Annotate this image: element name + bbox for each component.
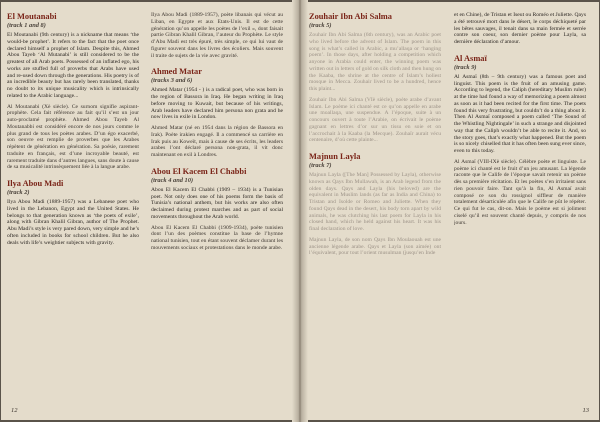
poet-section xyxy=(151,12,283,59)
poet-section xyxy=(309,152,441,257)
poet-name-heading: El Moutanabi xyxy=(7,12,57,21)
poet-section xyxy=(454,54,586,227)
track-reference: (track 7) xyxy=(309,162,332,169)
book-gutter xyxy=(292,0,308,422)
french-paragraph: Al Asmaï (VIII-IXè siècle). Célèbre poète et linguiste. Le poème ici chanté est le fruit d’un jeu amusant. La légende raconte que le Calife de l’époque savait retenir un poème dès sa première récitation. Et les poètes s’en irritaient sans rien pouvoir faire. Tant qu’à la fin, Al Asmaï avait composé ce son du rossignol siffleur de manière totalement désarticulée afin que le Calife ne pût le répéter. Ce qui fut le cas, dit-on. Mais le poème est si joliment ciselé qu’il est souvent chanté depuis, y compris de nos jours. xyxy=(454,158,586,226)
english-paragraph: Majnun Layla ([The Man] Possessed by Layla), otherwise known as Qays Ibn Mullawah, is an Arab legend from the olden days. Qays and Layla (his beloved) are the equivalent in Muslim lands (as far as India and China) to Tristan and Isolde or Romeo and Juliette. When they found Qays dead in the desert, his body torn apart by wild animals, he was clutching his last poem for Layla in his closed hand, which he held against his heart. It was his final declaration of love. xyxy=(309,172,441,232)
poet-section xyxy=(151,167,283,252)
english-paragraph: Ahmed Matar (1954 - ) is a radical poet, who was born in the region of Bassora in Iraq. He began writing in Iraq before moving to Kuwait, but because of his writings, Arab leaders have declared him persona non grata and he now lives in exile in London. xyxy=(151,87,283,121)
english-paragraph: Zouhair Ibn Abi Salma (6th century), was an Arabic poet who lived before the advent of Islam. The poem in this song is what’s called in Arabic, a mu’allaqa or ‘hanging poem’. In those days, after holding a competition which anyone in Arabia could enter, the winning poem was written out in letters of gold on silk cloth and then hung on the Kaaba, the shrine at the centre of Islam’s holiest mosque in Mecca. Zouhair lived to be a hundred, hence this plaint... xyxy=(309,32,441,92)
left-page-column-1 xyxy=(7,12,139,404)
right-page-column-2 xyxy=(454,12,586,404)
poet-name-heading: Ilya Abou Madi xyxy=(7,179,64,188)
french-paragraph: Abou El Kacem El Chabbi (1909-1934), poète tunisien dont l’un des poèmes constitue la base de l’hymne national tunisien, tout en étant souvent déclamer durant les mouvements sociaux et protestations dans le monde arabe. xyxy=(151,224,283,251)
poet-section xyxy=(454,12,586,46)
page-number-left: 12 xyxy=(11,407,18,414)
track-reference: (track 4 and 10) xyxy=(151,176,194,184)
track-reference: (track 9) xyxy=(454,63,477,71)
french-paragraph: Zouhair Ibn Abi Salma (VIè siècle), poète arabe d’avant Islam. Le poème ici chanté est ce qu’on appelle en arabe une moallaqa, une suspendue. A l’époque, suite à un concours ouvert à toute l’Arabie, on écrivait le poème gagnant en lettres d’or sur un tissu en soie et on l’accrochait à la Kaaba (la Mecque). Zouhaïr aurait vécu centenaire, d’où cette plainte... xyxy=(309,96,441,144)
page-number-right: 13 xyxy=(582,407,589,414)
track-reference: (tracks 3 and 6) xyxy=(151,77,193,85)
track-reference: (track 2) xyxy=(7,189,30,196)
track-reference: (track 1 and 8) xyxy=(7,22,46,29)
french-paragraph: Ahmed Matar (né en 1954 dans la région de Bassora en Irak). Poète irakien engagé. Il a commencé sa carrière en Irak puis au Koweït, mais à cause de ses écrits, les leaders arabes l’ont déclaré persona non-grata, il vit donc maintenant en exil à Londres. xyxy=(151,125,283,158)
right-page-column-1 xyxy=(309,12,441,404)
english-paragraph: et en Chine), de Tristan et Iseut ou Roméo et Juliette. Qays a été retrouvé mort dans le désert, le corps déchiqueté par les bêtes sauvages, il tenait dans sa main fermée et serrée contre son coeur, son dernier poème pour Layla, sa dernière déclaration d’amour. xyxy=(454,12,586,45)
poet-section xyxy=(7,179,139,246)
french-paragraph: Al Moutanabi (Xè siècle). Ce surnom signifie aspirant-prophète. Cela fait référence au fait qu’il s’est un jour auto-proclamé prophète. Ahmed Abou Tayeb Al Moutanabbi est considéré encore de nos jours comme le plus grand de tous les poètes arabes. D’un égo exacerbé, son oeuvre est remplie de proverbes que les Arabes répètent de génération en génération. Sa poésie, rarement traduite en français, est d’une incroyable beauté, est rarement traduite dans d’autres langues, sans doute à cause de sa musicalité intrinsèquement liée à la langue arabe. xyxy=(7,103,139,171)
poet-name-heading: Ahmed Matar xyxy=(151,67,202,77)
right-page xyxy=(302,2,599,420)
english-paragraph: Al Asmaï (8th – 9th century) was a famous poet and linguist. This poem is the fruit of an amusing game. According to legend, the Caliph (hereditary Muslim ruler) at the time had found a way of memorizing a poem almost as soon as it had been recited for the first time. The poets found this very frustrating, but couldn’t do a thing about it. Then Al Asmaï composed a poem called ‘The Sound of the Whistling Nightingale’ in such a strange and disjointed way that the Caliph wouldn’t be able to recite it. And, so the story goes, that’s exactly what happened. But the poem is so nicely chiselled that it has often been sung ever since, even to this today. xyxy=(454,73,586,154)
english-paragraph: El Moutanabi (9th century) is a nickname that means ‘the would-be prophet’. It refers to the fact that the poet once declared himself a prophet of Islam. Despite this, Ahmed Abou Tayeb ‘Al Mutanabi’ is still considered to be the greatest of all Arab poets. Possessed of an inflated ego, his works are stuffed full of proverbs that Arabs have used and re-used down through the generations. His poetry is of an incredible beauty but has rarely been translated, thanks no doubt to its unique musicality which is intrinsically related to the Arabic language... xyxy=(7,32,139,99)
poet-name-heading: Al Asmaï xyxy=(454,53,487,63)
left-page-column-2 xyxy=(151,12,283,404)
french-paragraph: Ilya Abou Madi (1889-1957), poète libanais qui vécut au Liban, en Egypte et aux Etats-Unis. Il est de cette génération qu’on appelle les poètes de l’exil », dont faisait partie Gibran Khalil Gibran, l’auteur du Prophète. Le style d’Abu Madi est très épuré, très simple, ce qui lui vaut de figurer souvent dans les livres des écoliers. Mais souvent il traite de sujets de la vie avec gravité. xyxy=(151,12,283,59)
poet-section xyxy=(309,12,441,144)
poet-section xyxy=(151,67,283,159)
poet-name-heading: Abou El Kacem El Chabbi xyxy=(151,166,247,176)
english-paragraph: Abou El Kacem El Chabbi (1909 – 1934) is a Tunisian poet. Not only does one of his poems form the basis of Tunisia’s national anthem, but his works are also often declaimed during protest marches and as part of social movements throughout the Arab world. xyxy=(151,186,283,220)
track-reference: (track 5) xyxy=(309,22,332,29)
poet-name-heading: Majnun Layla xyxy=(309,152,361,161)
poet-name-heading: Zouhair Ibn Abi Salma xyxy=(309,12,392,21)
poet-section xyxy=(7,12,139,171)
english-paragraph: Ilya Abou Madi (1889-1957) was a Lebanese poet who lived in the Lebanon, Egypt and the United States. He belongs to that generation known as ‘the poets of exile’, along with Gibran Khalil Gibran, author of The Prophet. Abu Madi’s style is very pared down, very simple and he’s often included in books for school children. But he also deals with life’s weightier subjects with gravity. xyxy=(7,199,139,246)
french-paragraph: Majnun Layla, de son nom Qays Ibn Moulaouah est une ancienne légende arabe. Qays et Layla (son aimée) ont l’équivalent, pour tout l’orient musulman (jusqu’en Inde xyxy=(309,236,441,257)
left-page xyxy=(1,2,298,420)
